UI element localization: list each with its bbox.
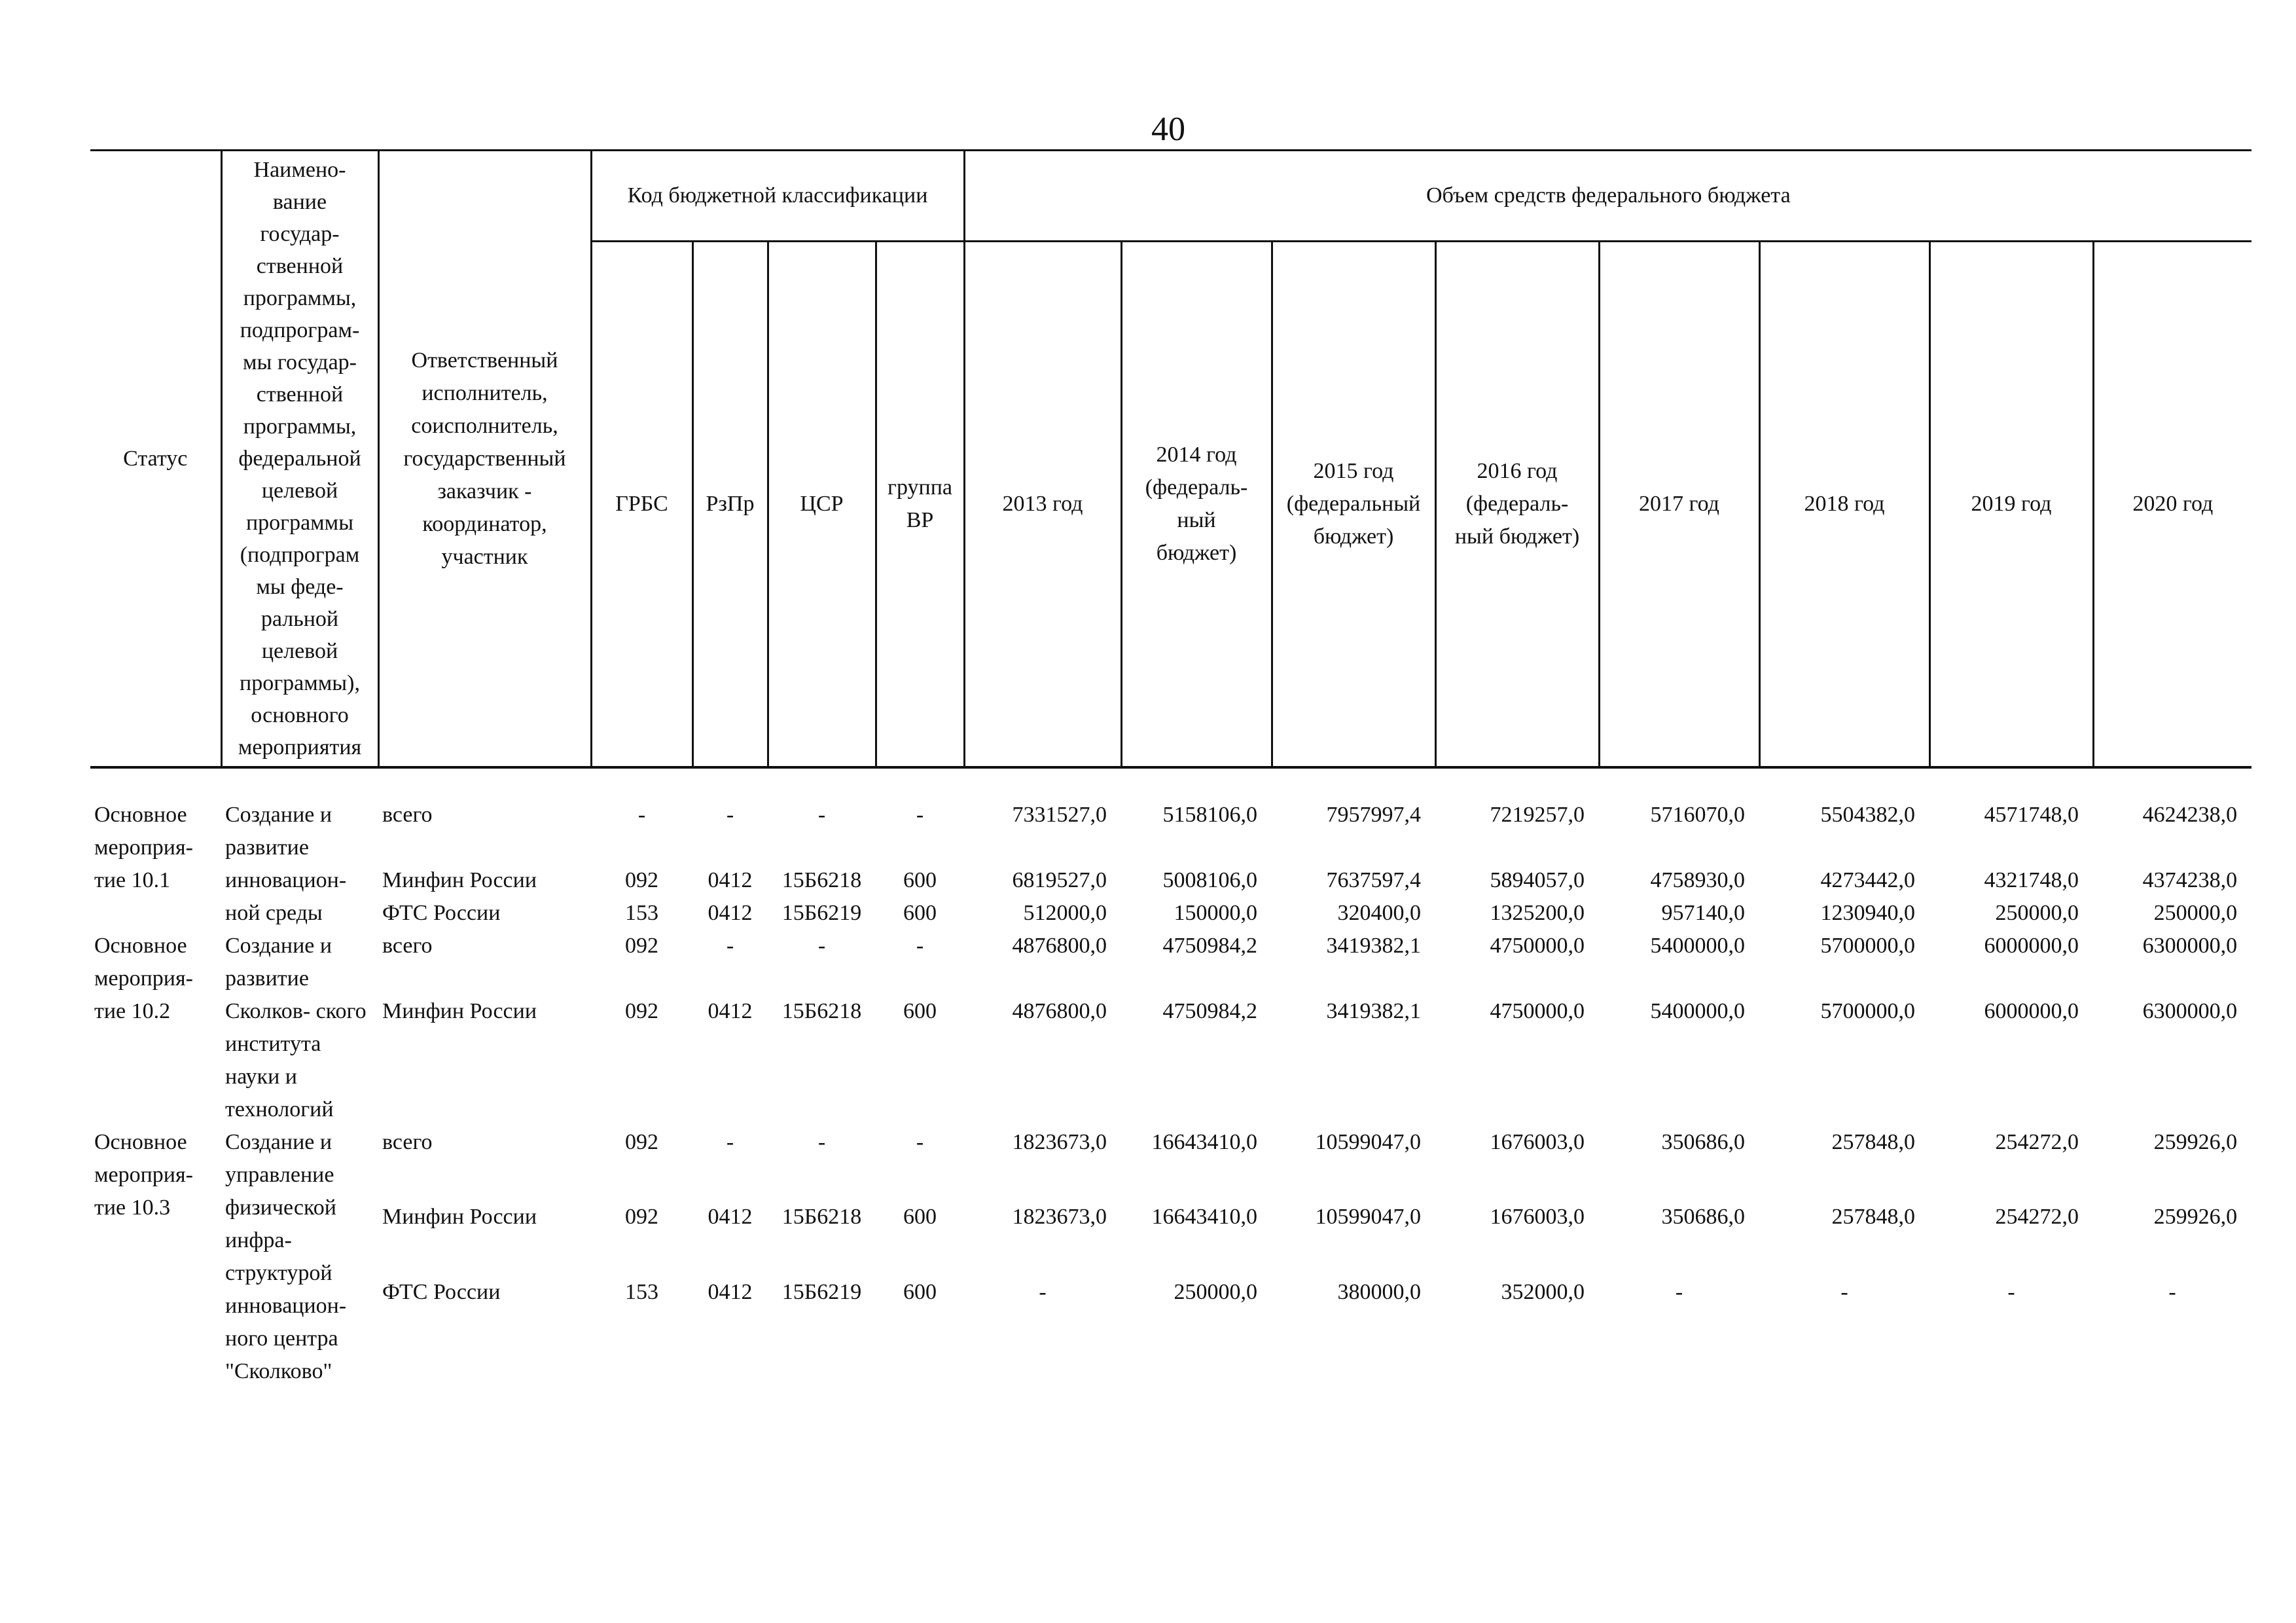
header-budget-code: Код бюджетной классификации — [591, 151, 964, 242]
value-2017: 4758930,0 — [1650, 868, 1746, 892]
row-rzpr: 0412 — [708, 999, 753, 1023]
empty-cell — [1435, 1313, 1599, 1351]
header-program-name: Наимено- вание государ- ственной программы, подпрограм- мы государ- ственной программы, федеральной целевой программы (подпрограм мы феде- ральной целевой программы), основного мероприятия — [221, 151, 378, 768]
value-2014: 150000,0 — [1174, 901, 1258, 925]
empty-cell — [2093, 1238, 2251, 1275]
empty-cell — [964, 1163, 1121, 1201]
row-vr: 600 — [903, 1279, 937, 1304]
value-2019: 4321748,0 — [1984, 868, 2079, 892]
value-2013: 7331527,0 — [1012, 803, 1107, 827]
value-2014: 16643410,0 — [1151, 1205, 1258, 1230]
budget-table — [90, 149, 2251, 1388]
value-2018: 257848,0 — [1831, 1205, 1916, 1230]
row-csr: 15Б6219 — [781, 901, 862, 925]
row-vr: - — [916, 1130, 924, 1154]
empty-cell — [1435, 1061, 1599, 1093]
value-2018: 5504382,0 — [1820, 803, 1916, 827]
empty-cell — [692, 1028, 768, 1061]
empty-cell — [1759, 1163, 1929, 1201]
empty-cell — [1599, 1351, 1759, 1388]
empty-cell — [1759, 962, 1929, 995]
empty-cell — [1121, 1061, 1272, 1093]
empty-cell — [692, 1093, 768, 1126]
row-responsible: всего — [382, 803, 433, 827]
value-2019: - — [2007, 1279, 2015, 1304]
value-2014: 250000,0 — [1174, 1279, 1258, 1304]
table-row — [90, 1201, 2251, 1238]
empty-cell — [378, 1238, 591, 1275]
empty-cell — [2093, 1351, 2251, 1388]
header-year-2013: 2013 год — [964, 242, 1121, 768]
value-2013: 1823673,0 — [1012, 1205, 1107, 1230]
empty-cell — [876, 1163, 964, 1201]
value-2020: 6300000,0 — [2142, 934, 2238, 958]
value-2013: - — [1039, 1279, 1047, 1304]
empty-cell — [876, 1313, 964, 1351]
value-2014: 4750984,2 — [1162, 934, 1258, 958]
empty-cell — [1929, 1028, 2093, 1061]
empty-cell — [768, 962, 876, 995]
empty-cell — [1435, 1238, 1599, 1275]
row-grbs: 092 — [625, 868, 658, 892]
empty-cell — [1272, 1313, 1435, 1351]
empty-cell — [1929, 1093, 2093, 1126]
value-2015: 10599047,0 — [1315, 1205, 1422, 1230]
empty-cell — [964, 1028, 1121, 1061]
empty-cell — [2093, 1163, 2251, 1201]
value-2019: 6000000,0 — [1984, 934, 2079, 958]
empty-cell — [1121, 1313, 1272, 1351]
empty-cell — [768, 1238, 876, 1275]
empty-cell — [1121, 1163, 1272, 1201]
value-2015: 7957997,4 — [1326, 803, 1422, 827]
empty-cell — [591, 831, 692, 864]
header-budget-volume: Объем средств федерального бюджета — [964, 151, 2251, 242]
empty-cell — [1121, 1028, 1272, 1061]
table-body — [90, 767, 2251, 1388]
header-year-2017: 2017 год — [1599, 242, 1759, 768]
empty-cell — [1272, 1028, 1435, 1061]
empty-cell — [768, 1313, 876, 1351]
value-2013: 4876800,0 — [1012, 999, 1107, 1023]
row-status: Основное мероприя- тие 10.1 — [94, 803, 193, 892]
value-2017: 957140,0 — [1661, 901, 1746, 925]
row-grbs: - — [637, 803, 646, 827]
value-2015: 10599047,0 — [1315, 1130, 1422, 1154]
value-2013: 512000,0 — [1023, 901, 1107, 925]
empty-cell — [1929, 1163, 2093, 1201]
table-row — [90, 897, 2251, 930]
value-2016: 1676003,0 — [1490, 1205, 1585, 1230]
empty-cell — [1121, 1093, 1272, 1126]
header-year-2019: 2019 год — [1929, 242, 2093, 768]
table-row — [90, 1126, 2251, 1163]
row-rzpr: 0412 — [708, 1205, 753, 1230]
value-2014: 16643410,0 — [1151, 1130, 1258, 1154]
row-status: Основное мероприя- тие 10.2 — [94, 934, 193, 1023]
header-year-2014: 2014 год (федераль- ный бюджет) — [1121, 242, 1272, 768]
row-vr: - — [916, 803, 924, 827]
spacer — [90, 767, 2251, 799]
empty-cell — [378, 1093, 591, 1126]
empty-cell — [964, 831, 1121, 864]
value-2016: 352000,0 — [1501, 1279, 1585, 1304]
row-status: Основное мероприя- тие 10.3 — [94, 1130, 193, 1220]
empty-cell — [378, 831, 591, 864]
value-2018: 4273442,0 — [1820, 868, 1916, 892]
empty-cell — [964, 962, 1121, 995]
empty-cell — [1929, 962, 2093, 995]
row-rzpr: 0412 — [708, 868, 753, 892]
empty-cell — [1759, 1061, 1929, 1093]
empty-cell — [692, 1163, 768, 1201]
value-2015: 3419382,1 — [1326, 999, 1422, 1023]
value-2020: 250000,0 — [2153, 901, 2238, 925]
row-rzpr: - — [726, 934, 734, 958]
value-2016: 5894057,0 — [1490, 868, 1585, 892]
empty-cell — [1929, 1238, 2093, 1275]
empty-cell — [1759, 1351, 1929, 1388]
empty-cell — [1435, 1028, 1599, 1061]
empty-cell — [1121, 831, 1272, 864]
row-responsible: ФТС России — [382, 901, 501, 925]
empty-cell — [692, 1238, 768, 1275]
row-vr: 600 — [903, 868, 937, 892]
header-year-2020: 2020 год — [2093, 242, 2251, 768]
empty-cell — [2093, 1313, 2251, 1351]
value-2019: 254272,0 — [1995, 1130, 2079, 1154]
row-grbs: 092 — [625, 1130, 658, 1154]
page-number: 40 — [1151, 111, 1185, 148]
row-responsible: Минфин России — [382, 868, 537, 892]
empty-cell — [964, 1238, 1121, 1275]
empty-cell — [1272, 962, 1435, 995]
empty-cell — [591, 1028, 692, 1061]
empty-cell — [964, 1313, 1121, 1351]
value-2016: 4750000,0 — [1490, 934, 1585, 958]
empty-cell — [876, 1238, 964, 1275]
header-year-2016: 2016 год (федераль- ный бюджет) — [1435, 242, 1599, 768]
row-csr: - — [817, 934, 826, 958]
value-2020: 6300000,0 — [2142, 999, 2238, 1023]
header-vr: группа ВР — [876, 242, 964, 768]
empty-cell — [1599, 1238, 1759, 1275]
value-2019: 250000,0 — [1995, 901, 2079, 925]
empty-cell — [2093, 1028, 2251, 1061]
empty-cell — [1272, 1238, 1435, 1275]
row-grbs: 092 — [625, 1205, 658, 1230]
empty-cell — [964, 1351, 1121, 1388]
empty-cell — [378, 1313, 591, 1351]
empty-cell — [768, 1351, 876, 1388]
empty-cell — [1929, 1313, 2093, 1351]
header-responsible: Ответственный исполнитель, соисполнитель, государственный заказчик - координатор, участник — [378, 151, 591, 768]
empty-cell — [1121, 1351, 1272, 1388]
empty-cell — [876, 1061, 964, 1093]
value-2015: 380000,0 — [1337, 1279, 1422, 1304]
header-rzpr: РзПр — [692, 242, 768, 768]
row-csr: 15Б6218 — [781, 999, 862, 1023]
row-grbs: 092 — [625, 934, 658, 958]
empty-cell — [692, 1313, 768, 1351]
table-header — [90, 151, 2251, 768]
row-vr: 600 — [903, 1205, 937, 1230]
empty-cell — [1599, 1093, 1759, 1126]
value-2018: 1230940,0 — [1820, 901, 1916, 925]
empty-cell — [876, 962, 964, 995]
empty-cell — [1435, 1163, 1599, 1201]
value-2018: - — [1840, 1279, 1848, 1304]
table-row — [90, 864, 2251, 897]
empty-cell — [1121, 962, 1272, 995]
row-rzpr: 0412 — [708, 1279, 753, 1304]
header-status: Статус — [123, 446, 188, 471]
empty-cell — [1599, 1163, 1759, 1201]
empty-cell — [964, 1093, 1121, 1126]
empty-cell — [692, 831, 768, 864]
empty-cell — [1599, 831, 1759, 864]
value-2013: 4876800,0 — [1012, 934, 1107, 958]
empty-cell — [591, 1238, 692, 1275]
row-vr: 600 — [903, 999, 937, 1023]
row-program-name: Создание и управление физической инфра- структурой инновацион- ного центра "Сколково" — [225, 1130, 347, 1383]
empty-cell — [1599, 1313, 1759, 1351]
row-grbs: 153 — [625, 1279, 658, 1304]
row-responsible: всего — [382, 934, 433, 958]
value-2020: 4624238,0 — [2142, 803, 2238, 827]
empty-cell — [378, 962, 591, 995]
row-responsible: всего — [382, 1130, 433, 1154]
value-2020: - — [2168, 1279, 2176, 1304]
value-2017: 5400000,0 — [1650, 934, 1746, 958]
row-csr: - — [817, 803, 826, 827]
table-row — [90, 930, 2251, 962]
header-csr: ЦСР — [768, 242, 876, 768]
table-row — [90, 995, 2251, 1028]
empty-cell — [1272, 1351, 1435, 1388]
row-csr: 15Б6218 — [781, 868, 862, 892]
value-2017: 350686,0 — [1661, 1205, 1746, 1230]
empty-cell — [2093, 831, 2251, 864]
value-2017: - — [1675, 1279, 1683, 1304]
empty-cell — [591, 1351, 692, 1388]
empty-cell — [1929, 1351, 2093, 1388]
value-2020: 4374238,0 — [2142, 868, 2238, 892]
value-2016: 1676003,0 — [1490, 1130, 1585, 1154]
row-responsible: Минфин России — [382, 1205, 537, 1230]
empty-cell — [1435, 1093, 1599, 1126]
row-responsible: Минфин России — [382, 999, 537, 1023]
empty-cell — [591, 1093, 692, 1126]
empty-cell — [1272, 1093, 1435, 1126]
row-rzpr: 0412 — [708, 901, 753, 925]
empty-cell — [768, 1028, 876, 1061]
empty-cell — [1759, 1313, 1929, 1351]
table-row — [90, 1276, 2251, 1313]
value-2017: 5716070,0 — [1650, 803, 1746, 827]
value-2017: 5400000,0 — [1650, 999, 1746, 1023]
value-2016: 4750000,0 — [1490, 999, 1585, 1023]
empty-cell — [768, 1061, 876, 1093]
empty-cell — [768, 1163, 876, 1201]
empty-cell — [1435, 831, 1599, 864]
row-csr: 15Б6219 — [781, 1279, 862, 1304]
empty-cell — [591, 1061, 692, 1093]
value-2015: 320400,0 — [1337, 901, 1422, 925]
row-program-name: Создание и развитие Сколков- ского института науки и технологий — [225, 934, 367, 1122]
empty-cell — [1929, 831, 2093, 864]
empty-cell — [378, 1163, 591, 1201]
empty-cell — [2093, 1093, 2251, 1126]
empty-cell — [378, 1351, 591, 1388]
value-2018: 5700000,0 — [1820, 934, 1916, 958]
empty-cell — [1435, 962, 1599, 995]
row-program-name: Создание и развитие инновацион- ной среды — [225, 803, 347, 925]
value-2016: 1325200,0 — [1490, 901, 1585, 925]
empty-cell — [692, 1351, 768, 1388]
row-rzpr: - — [726, 1130, 734, 1154]
value-2015: 3419382,1 — [1326, 934, 1422, 958]
empty-cell — [1759, 1238, 1929, 1275]
empty-cell — [378, 1061, 591, 1093]
row-vr: - — [916, 934, 924, 958]
empty-cell — [692, 962, 768, 995]
header-year-2018: 2018 год — [1759, 242, 1929, 768]
empty-cell — [1272, 1163, 1435, 1201]
empty-cell — [1759, 1093, 1929, 1126]
value-2014: 5008106,0 — [1162, 868, 1258, 892]
empty-cell — [591, 1313, 692, 1351]
empty-cell — [2093, 962, 2251, 995]
value-2020: 259926,0 — [2153, 1130, 2238, 1154]
table-row — [90, 799, 2251, 831]
row-csr: - — [817, 1130, 826, 1154]
header-grbs: ГРБС — [591, 242, 692, 768]
value-2016: 7219257,0 — [1490, 803, 1585, 827]
empty-cell — [1599, 962, 1759, 995]
value-2018: 257848,0 — [1831, 1130, 1916, 1154]
empty-cell — [876, 1093, 964, 1126]
value-2018: 5700000,0 — [1820, 999, 1916, 1023]
empty-cell — [1759, 1028, 1929, 1061]
empty-cell — [876, 1028, 964, 1061]
row-rzpr: - — [726, 803, 734, 827]
value-2019: 6000000,0 — [1984, 999, 2079, 1023]
empty-cell — [768, 831, 876, 864]
empty-cell — [2093, 1061, 2251, 1093]
value-2017: 350686,0 — [1661, 1130, 1746, 1154]
empty-cell — [591, 962, 692, 995]
empty-cell — [1929, 1061, 2093, 1093]
empty-cell — [1272, 1061, 1435, 1093]
header-year-2015: 2015 год (федеральный бюджет) — [1272, 242, 1435, 768]
row-grbs: 092 — [625, 999, 658, 1023]
empty-cell — [692, 1061, 768, 1093]
value-2014: 4750984,2 — [1162, 999, 1258, 1023]
value-2013: 6819527,0 — [1012, 868, 1107, 892]
row-responsible: ФТС России — [382, 1279, 501, 1304]
empty-cell — [591, 1163, 692, 1201]
empty-cell — [1121, 1238, 1272, 1275]
empty-cell — [1759, 831, 1929, 864]
empty-cell — [964, 1061, 1121, 1093]
empty-cell — [1599, 1028, 1759, 1061]
row-grbs: 153 — [625, 901, 658, 925]
value-2014: 5158106,0 — [1162, 803, 1258, 827]
empty-cell — [1272, 831, 1435, 864]
empty-cell — [876, 831, 964, 864]
empty-cell — [378, 1028, 591, 1061]
empty-cell — [1435, 1351, 1599, 1388]
empty-cell — [876, 1351, 964, 1388]
row-csr: 15Б6218 — [781, 1205, 862, 1230]
value-2020: 259926,0 — [2153, 1205, 2238, 1230]
value-2019: 4571748,0 — [1984, 803, 2079, 827]
value-2015: 7637597,4 — [1326, 868, 1422, 892]
value-2019: 254272,0 — [1995, 1205, 2079, 1230]
value-2013: 1823673,0 — [1012, 1130, 1107, 1154]
empty-cell — [1599, 1061, 1759, 1093]
empty-cell — [768, 1093, 876, 1126]
row-vr: 600 — [903, 901, 937, 925]
